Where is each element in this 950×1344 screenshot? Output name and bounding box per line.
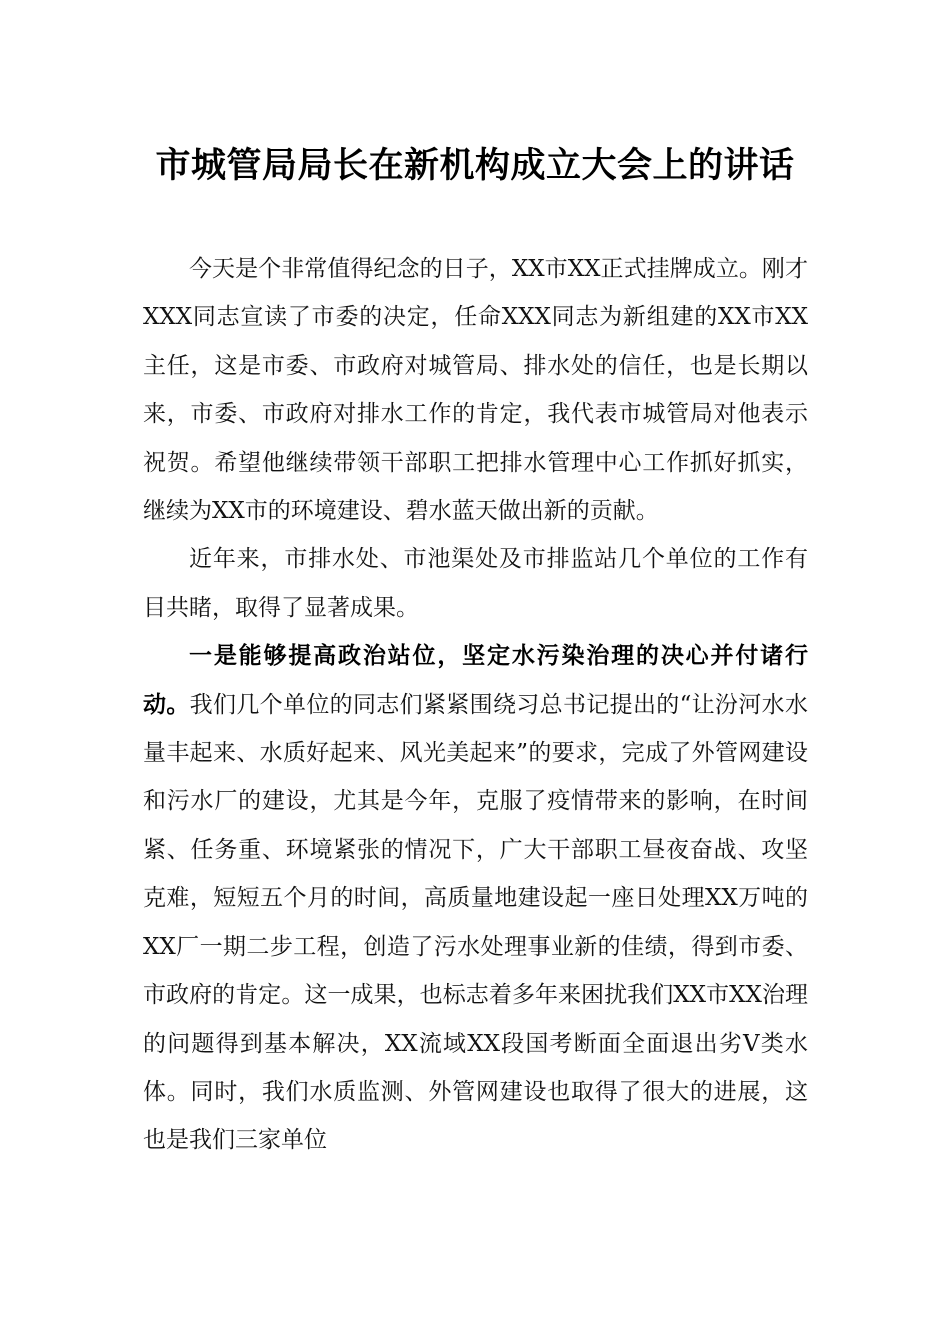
paragraph-text: 我们几个单位的同志们紧紧围绕习总书记提出的“让汾河水水量丰起来、水质好起来、风光美起来”的要求，完成了外管网建设和污水厂的建设，尤其是今年，克服了疫情带来的影响，在时间紧、任务重、环境紧张的情况下，广大干部职工昼夜奋战、攻坚克难，短短五个月的时间，高质量地建设起一座日处理XX万吨的XX厂一期二步工程，创造了污水处理事业新的佳绩，得到市委、市政府的肯定。这一成果，也标志着多年来困扰我们XX市XX治理的问题得到基本解决，XX流域XX段国考断面全面退出劣Ⅴ类水体。同时，我们水质监测、外管网建设也取得了很大的进展，这也是我们三家单位 (143, 691, 809, 1154)
paragraph-achievements-intro (143, 535, 808, 632)
paragraph-text: 今天是个非常值得纪念的日子，XX市XX正式挂牌成立。刚才XXX同志宣读了市委的决定，任命XXX同志为新组建的XX市XX主任，这是市委、市政府对城管局、排水处的信任，也是长期以来，市委、市政府对排水工作的肯定，我代表市城管局对他表示祝贺。希望他继续带领干部职工把排水管理中心工作抓好抓实，继续为XX市的环境建设、碧水蓝天做出新的贡献。 (143, 256, 808, 525)
document-body (143, 245, 808, 1165)
paragraph-opening (143, 245, 808, 535)
paragraph-point-one (143, 632, 808, 1164)
paragraph-text: 近年来，市排水处、市池渠处及市排监站几个单位的工作有目共睹，取得了显著成果。 (143, 546, 808, 621)
document-title: 市城管局局长在新机构成立大会上的讲话 (155, 145, 795, 186)
paragraph-lead-heading: 一是能够提高政治站位，坚定水污染治理的决心并付诸行动。 (143, 643, 808, 718)
